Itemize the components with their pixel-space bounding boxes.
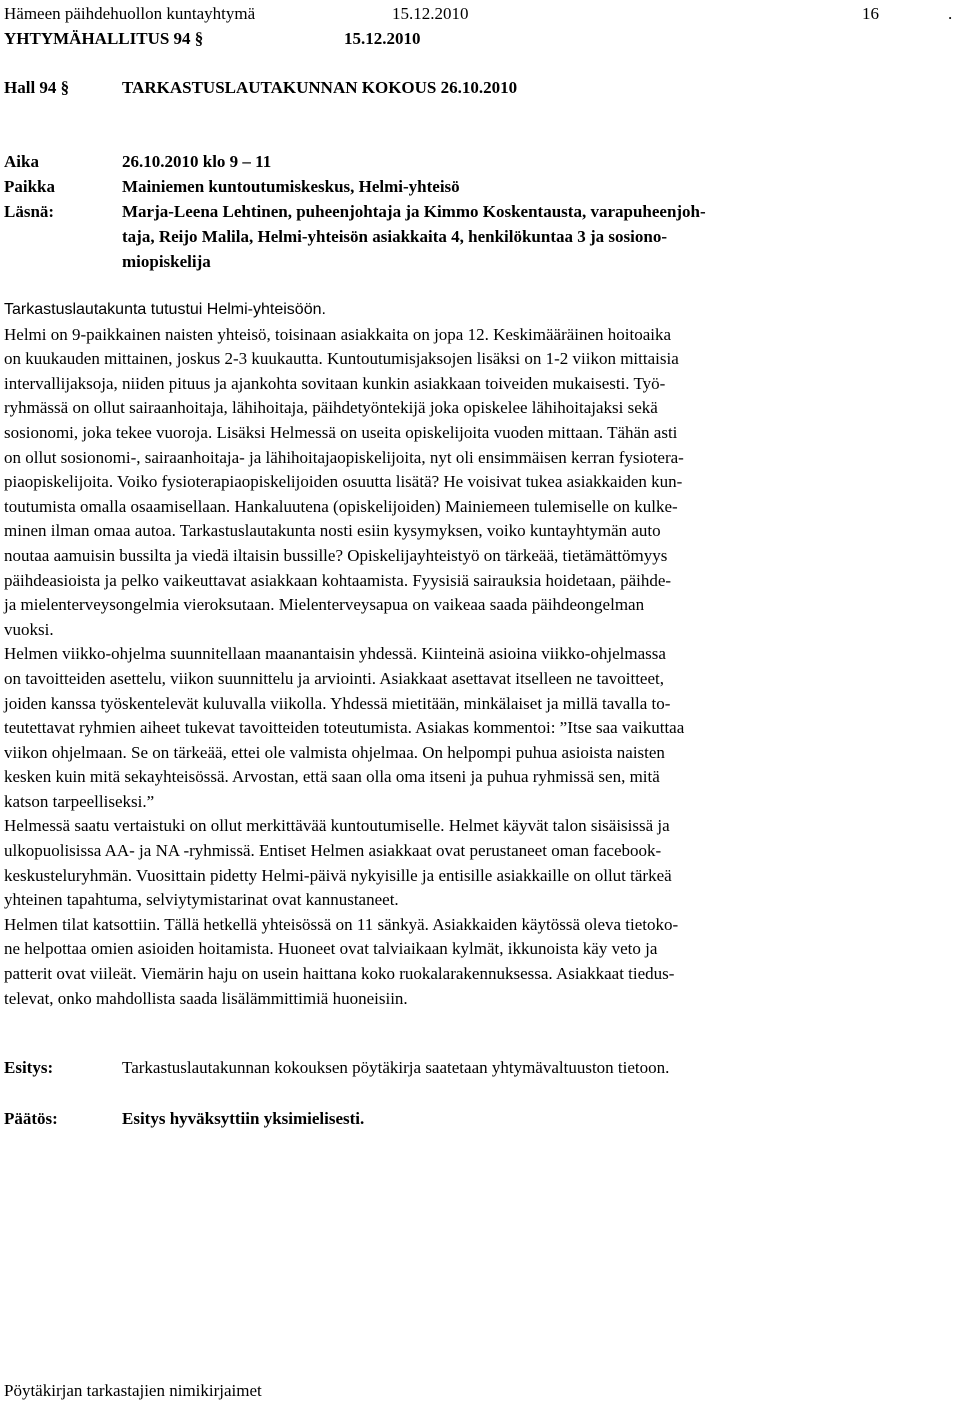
body-line: Helmi on 9-paikkainen naisten yhteisö, toisinaan asiakkaita on jopa 12. Keskimääräinen hoitoaika <box>4 324 672 344</box>
section-title: TARKASTUSLAUTAKUNNAN KOKOUS 26.10.2010 <box>122 78 518 97</box>
board-date: 15.12.2010 <box>344 29 421 48</box>
body-line: päihdeasioista ja pelko vaikeuttavat asiakkaan kohtaamista. Fyysisiä sairauksia hoidetaan, päihde- <box>4 570 672 590</box>
body-line: noutaa aamuisin bussilta ja viedä iltaisin bussille? Opiskelijayhteistyö on tärkeää, tietämättömyys <box>4 545 668 565</box>
body-line: joiden kanssa työskentelevät kuluvalla viikolla. Yhdessä mietitään, minkälaiset ja millä tavalla to- <box>4 693 671 713</box>
body-line: sosionomi, joka tekee vuoroja. Lisäksi Helmessä on useita opiskelijoita vuoden mittaan. Tähän asti <box>4 422 678 442</box>
section-ref: Hall 94 § <box>4 78 70 97</box>
body-line: piaopiskelijoita. Voiko fysioterapiaopiskelijoiden osuutta lisätä? He voisivat tukea asiakkaiden kun- <box>4 472 683 492</box>
body-line: minen ilman omaa autoa. Tarkastuslautakunta nosti esiin kysymyksen, voiko kuntayhtymän auto <box>4 521 661 541</box>
header-org: Hämeen päihdehuollon kuntayhtymä <box>4 4 256 23</box>
header-dot: . <box>948 4 953 23</box>
body-line: on kuukauden mittainen, joskus 2-3 kuukautta. Kuntoutumisjaksojen lisäksi on 1-2 viikon mittaisia <box>4 349 679 369</box>
body-line: Helmen viikko-ohjelma suunnitellaan maanantaisin yhdessä. Kiinteinä asioina viikko-ohjelmassa <box>4 644 666 664</box>
body-line: teutettavat ryhmien aiheet tukevat tavoitteiden toteutumista. Asiakas kommentoi: ”Itse saa vaikuttaa <box>4 718 685 738</box>
body-line: vuoksi. <box>4 619 54 639</box>
body-line: ryhmässä on ollut sairaanhoitaja, lähihoitaja, päihdetyöntekijä joka opiskelee lähihoitajaksi sekä <box>4 398 658 418</box>
body-text <box>4 298 954 1011</box>
lasna-line: taja, Reijo Malila, Helmi-yhteisön asiakkaita 4, henkilökuntaa 3 ja sosiono- <box>122 227 667 246</box>
body-line: televat, onko mahdollista saada lisälämmittimiä huoneisiin. <box>4 988 408 1008</box>
esitys-value: Tarkastuslautakunnan kokouksen pöytäkirja saatetaan yhtymävaltuuston tietoon. <box>122 1058 670 1077</box>
paatos-label: Päätös: <box>4 1109 58 1128</box>
paatos-value: Esitys hyväksyttiin yksimielisesti. <box>122 1109 365 1128</box>
body-line: Helmessä saatu vertaistuki on ollut merkittävää kuntoutumiselle. Helmet käyvät talon sisäisissä ja <box>4 816 670 836</box>
body-line: keskusteluryhmän. Vuosittain pidetty Helmi-päivä nykyisille ja entisille asiakkaille on ollut tärkeä <box>4 865 672 885</box>
esitys-label: Esitys: <box>4 1058 54 1077</box>
body-line: intervallijaksoja, niiden pituus ja ajankohta sovitaan kunkin asiakkaan toiveiden mukaisesti. Työ- <box>4 373 666 393</box>
body-line: on ollut sosionomi-, sairaanhoitaja- ja lähihoitajaopiskelijoita, nyt oli ensimmäisen kerran fysiotera- <box>4 447 684 467</box>
header-date: 15.12.2010 <box>392 4 469 23</box>
aika-label: Aika <box>4 152 39 171</box>
body-line: Tarkastuslautakunta tutustui Helmi-yhteisöön. <box>4 301 326 318</box>
paikka-label: Paikka <box>4 177 56 196</box>
body-line: ne helpottaa omien asioiden hoitamista. Huoneet ovat talviaikaan kylmät, ikkunoista käy veto ja <box>4 939 658 959</box>
body-line: kesken kuin mitä sekayhteisössä. Arvostan, että saan olla oma itseni ja puhua ryhmissä sen, mitä <box>4 767 660 787</box>
page-number: 16 <box>862 4 879 23</box>
body-line: katson tarpeelliseksi.” <box>4 791 155 811</box>
body-line: yhteinen tapahtuma, selviytymistarinat ovat kannustaneet. <box>4 890 399 910</box>
lasna-label: Läsnä: <box>4 202 55 221</box>
aika-value: 26.10.2010 klo 9 – 11 <box>122 152 272 171</box>
board-title: YHTYMÄHALLITUS 94 § <box>4 29 204 48</box>
paikka-value: Mainiemen kuntoutumiskeskus, Helmi-yhteisö <box>122 177 460 196</box>
lasna-line: Marja-Leena Lehtinen, puheenjohtaja ja Kimmo Koskentausta, varapuheenjoh- <box>122 202 706 221</box>
body-line: on tavoitteiden asettelu, viikon suunnittelu ja arviointi. Asiakkaat asettavat itselleen ne tavoitteet, <box>4 668 664 688</box>
body-line: ulkopuolisissa AA- ja NA -ryhmissä. Entiset Helmen asiakkaat ovat perustaneet oman facebook- <box>4 841 662 861</box>
lasna-line: miopiskelija <box>122 252 211 271</box>
footer-initials-label: Pöytäkirjan tarkastajien nimikirjaimet <box>4 1381 262 1400</box>
body-line: ja mielenterveysongelmia vieroksutaan. Mielenterveysapua on vaikeaa saada päihdeongelman <box>4 595 645 615</box>
body-line: Helmen tilat katsottiin. Tällä hetkellä yhteisössä on 11 sänkyä. Asiakkaiden käytössä oleva tietoko- <box>4 914 679 934</box>
body-line: patterit ovat viileät. Viemärin haju on usein haittana koko ruokalarakennuksessa. Asiakkaat tiedus- <box>4 964 675 984</box>
body-line: viikon ohjelmaan. Se on tärkeää, ettei ole valmista ohjelmaa. On helpompi puhua asioista naisten <box>4 742 665 762</box>
body-line: toutumista omalla osaamisellaan. Hankaluutena (opiskelijoiden) Mainiemeen tulemiselle on kulke- <box>4 496 678 516</box>
